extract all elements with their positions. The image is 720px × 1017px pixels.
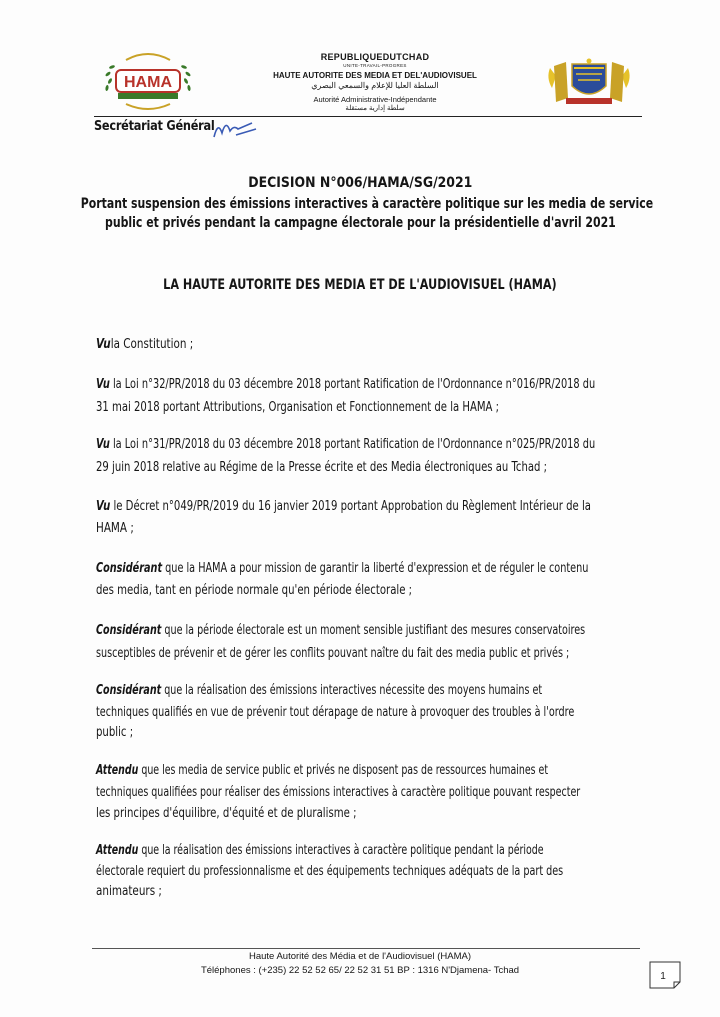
republic-name: REPUBLIQUEDUTCHAD <box>320 52 430 62</box>
letterhead <box>230 52 520 112</box>
paragraph-considerant-2-cont: susceptibles de prévenir et de gérer les conflits pouvant naître du fait des media public et privés ; <box>96 646 570 661</box>
authority-name: HAUTE AUTORITE DES MEDIA ET DEL'AUDIOVISUEL <box>273 71 477 80</box>
keyword-vu: Vu <box>96 437 110 452</box>
keyword-vu: Vu <box>96 337 111 352</box>
authority-heading: LA HAUTE AUTORITE DES MEDIA ET DE L'AUDIOVISUEL (HAMA) <box>163 277 557 293</box>
footer-organization: Haute Autorité des Média et de l'Audiovisuel (HAMA) <box>248 951 471 962</box>
paragraph-vu-loi-31-cont: 29 juin 2018 relative au Régime de la Presse écrite et des Media électroniques au Tchad ; <box>96 460 548 475</box>
paragraph-attendu-1-cont: techniques qualifiées pour réaliser des émissions interactives à caractère politique pouvant respecter <box>96 785 581 800</box>
paragraph-vu-decret-cont: HAMA ; <box>96 521 134 536</box>
paragraph-vu-constitution: Vula Constitution ; <box>96 337 194 352</box>
keyword-attendu: Attendu <box>96 843 139 858</box>
paragraph-considerant-2: Considérant que la période électorale est un moment sensible justifiant des mesures conservatoires <box>96 623 586 638</box>
page-number-box <box>648 960 682 990</box>
decision-number: DECISION N°006/HAMA/SG/2021 <box>247 175 473 191</box>
footer-contact: Téléphones : (+235) 22 52 52 65/ 22 52 31 51 BP : 1316 N'Djamena- Tchad <box>200 965 520 976</box>
paragraph-considerant-3: Considérant que la réalisation des émissions interactives nécessite des moyens humains et <box>96 683 543 698</box>
paragraph-considerant-1-cont: des media, tant en période normale qu'en période électorale ; <box>96 583 413 598</box>
paragraph-vu-loi-31: Vu la Loi n°31/PR/2018 du 03 décembre 2018 portant Ratification de l'Ordonnance n°025/PR/2018 du <box>96 437 596 452</box>
hama-logo-text: HAMA <box>124 74 172 91</box>
coat-of-arms-seal <box>544 58 634 108</box>
national-motto: UNITE-TRAVAIL-PROGRES <box>343 63 407 68</box>
paragraph-vu-loi-32: Vu la Loi n°32/PR/2018 du 03 décembre 2018 portant Ratification de l'Ordonnance n°016/PR/2018 du <box>96 377 596 392</box>
paragraph-vu-decret: Vu le Décret n°049/PR/2019 du 16 janvier 2019 portant Approbation du Règlement Intérieur de la <box>96 499 591 514</box>
paragraph-attendu-2-end: animateurs ; <box>96 884 162 899</box>
keyword-attendu: Attendu <box>96 763 139 778</box>
paragraph-attendu-2: Attendu que la réalisation des émissions interactives à caractère politique pendant la période <box>96 843 544 858</box>
paragraph-attendu-1-end: les principes d'équilibre, d'équité et de pluralisme ; <box>96 806 357 821</box>
decision-subject-line-1: Portant suspension des émissions interactives à caractère politique sur les media de service <box>80 196 654 212</box>
keyword-vu: Vu <box>96 499 111 514</box>
keyword-vu: Vu <box>96 377 110 392</box>
paragraph-considerant-3-end: public ; <box>96 725 134 740</box>
keyword-considerant: Considérant <box>96 683 162 698</box>
authority-status: Autorité Administrative-Indépendante <box>313 95 437 104</box>
paragraph-considerant-3-cont: techniques qualifiés en vue de prévenir tout dérapage de nature à provoquer des troubles à l'ordre <box>96 705 575 720</box>
authority-status-arabic: سلطة إدارية مستقلة <box>345 105 405 112</box>
handwritten-signature <box>212 115 260 141</box>
paragraph-considerant-1: Considérant que la HAMA a pour mission de garantir la liberté d'expression et de réguler le contenu <box>96 561 589 576</box>
decision-subject-line-2: public et privés pendant la campagne électorale pour la présidentielle d'avril 2021 <box>104 215 616 231</box>
secretariat-label: Secrétariat Général <box>94 118 215 134</box>
hama-logo <box>96 46 200 116</box>
paragraph-attendu-1: Attendu que les media de service public et privés ne disposent pas de ressources humaines et <box>96 763 549 778</box>
keyword-considerant: Considérant <box>96 561 163 576</box>
header-divider <box>94 116 642 117</box>
keyword-considerant: Considérant <box>96 623 162 638</box>
footer-divider <box>92 948 640 949</box>
paragraph-vu-loi-32-cont: 31 mai 2018 portant Attributions, Organisation et Fonctionnement de la HAMA ; <box>96 400 500 415</box>
authority-name-arabic: السلطة العليا للإعلام والسمعي البصري <box>311 81 439 90</box>
page-number: 1 <box>660 971 666 982</box>
paragraph-attendu-2-cont: électorale requiert du professionnalisme et des équipements techniques adéquats de la part des <box>96 864 564 879</box>
